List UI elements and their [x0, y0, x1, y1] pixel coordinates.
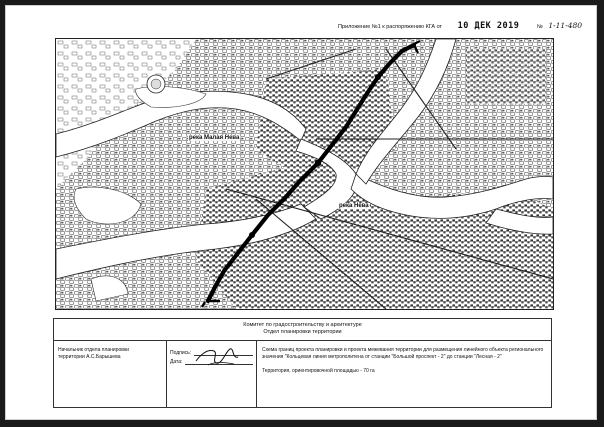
map-frame: [55, 38, 554, 310]
handwritten-signature: [194, 343, 242, 369]
label-malaya-neva: река Малая Нева: [189, 135, 240, 141]
date-label: Дата:: [170, 359, 183, 365]
appendix-prefix: Приложение №1 к распоряжению КГА от: [338, 24, 443, 30]
label-neva: река Нева: [339, 203, 369, 209]
head-title: Начальник отдела планировки: [58, 347, 129, 353]
department-name: Отдел планировки территории: [263, 329, 342, 335]
scheme-description: Схема границ проекта планировки и проекта межевания территории для размещения линейного объекта регионального значения "Кольцевая линия метрополитена от станции "Большой проспект - 2" до станции "Лесная - 2": [262, 347, 544, 360]
head-name: территории А.С.Барышева: [58, 353, 121, 360]
scan-border-right: [596, 0, 604, 427]
signature-label: Подпись:: [170, 350, 192, 356]
scan-border-top: [0, 0, 604, 5]
city-map: [56, 39, 553, 309]
committee-name: Комитет по градостроительству и архитектуре: [243, 322, 362, 328]
appendix-header: [338, 21, 582, 31]
territory-area: Территория, ориентировочной площадью - 70 га: [262, 368, 375, 374]
committee-header: [54, 319, 551, 341]
head-cell: [54, 341, 167, 407]
appendix-date: 10 ДЕК 2019: [457, 21, 520, 31]
scan-border-bottom: [0, 419, 604, 427]
appendix-number: 1-11-480: [548, 21, 583, 30]
northeast-blocks: [466, 49, 546, 104]
title-block: [53, 318, 552, 408]
appendix-number-prefix: №: [536, 24, 543, 30]
route-node: [315, 160, 321, 166]
route-node: [375, 74, 381, 80]
scheme-description-cell: [257, 341, 551, 407]
route-node: [249, 232, 255, 238]
